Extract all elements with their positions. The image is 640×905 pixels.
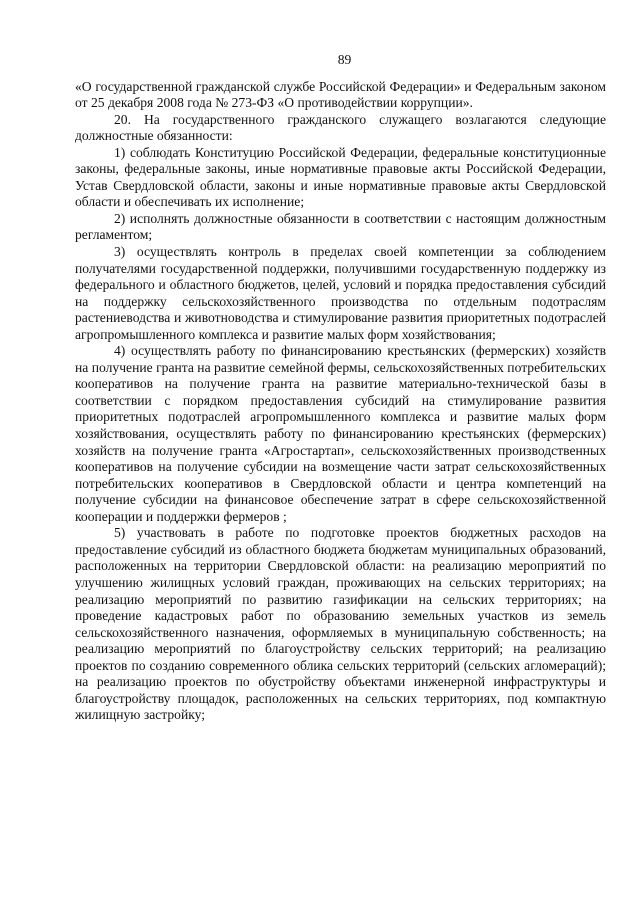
paragraph-continuation: «О государственной гражданской службе Российской Федерации» и Федеральным законом от 25 декабря 2008 года № 273-ФЗ «О противодействии коррупции».: [75, 78, 606, 111]
paragraph-duty-4: 4) осуществлять работу по финансированию крестьянских (фермерских) хозяйств на получение гранта на развитие семейной фермы, сельскохозяйственных потребительских кооперативов на получение гранта на развитие материально-технической базы в соответствии с порядком предоставления субсидий на стимулирование развития приоритетных подотраслей агропромышленного комплекса и развитие малых форм хозяйствования, осуществлять работу по финансированию крестьянских (фермерских) хозяйств на получение гранта «Агростартап», сельскохозяйственных производственных кооперативов на получение субсидии на возмещение части затрат сельскохозяйственных потребительских кооперативов в Свердловской области и центра компетенций на получение субсидии на финансовое обеспечение затрат в сфере сельскохозяйственной кооперации и поддержки фермеров ;: [75, 343, 606, 524]
paragraph-duty-2: 2) исполнять должностные обязанности в соответствии с настоящим должностным регламентом;: [75, 210, 606, 243]
paragraph-duty-5: 5) участвовать в работе по подготовке проектов бюджетных расходов на предоставление субсидий из областного бюджета бюджетам муниципальных образований, расположенных на территории Свердловской области: на реализацию мероприятий по улучшению жилищных условий граждан, проживающих на сельских территориях; на реализацию мероприятий по развитию газификации на сельских территориях; на проведение кадастровых работ по образованию земельных участков из земель сельскохозяйственного назначения, оформляемых в муниципальную собственность; на реализацию мероприятий по благоустройству сельских территорий; на реализацию проектов по созданию современного облика сельских территорий (сельских агломераций); на реализацию проектов по обустройству объектами инженерной инфраструктуры и благоустройству площадок, расположенных на сельских территориях, под компактную жилищную застройку;: [75, 525, 606, 723]
page-number: 89: [337, 52, 352, 67]
paragraph-item-20: 20. На государственного гражданского служащего возлагаются следующие должностные обязанности:: [75, 111, 606, 144]
paragraph-duty-3: 3) осуществлять контроль в пределах своей компетенции за соблюдением получателями государственной поддержки, получившими государственную поддержку из федерального и областного бюджетов, целей, условий и порядка предоставления субсидий на поддержку сельскохозяйственного производства по отдельным подотраслям растениеводства и животноводства и стимулирование развития приоритетных подотраслей агропромышленного комплекса и развитие малых форм хозяйствования;: [75, 244, 606, 342]
paragraph-duty-1: 1) соблюдать Конституцию Российской Федерации, федеральные конституционные законы, федеральные законы, иные нормативные правовые акты Российской Федерации, Устав Свердловской области, законы и иные нормативные правовые акты Свердловской области и обеспечивать их исполнение;: [75, 144, 606, 210]
